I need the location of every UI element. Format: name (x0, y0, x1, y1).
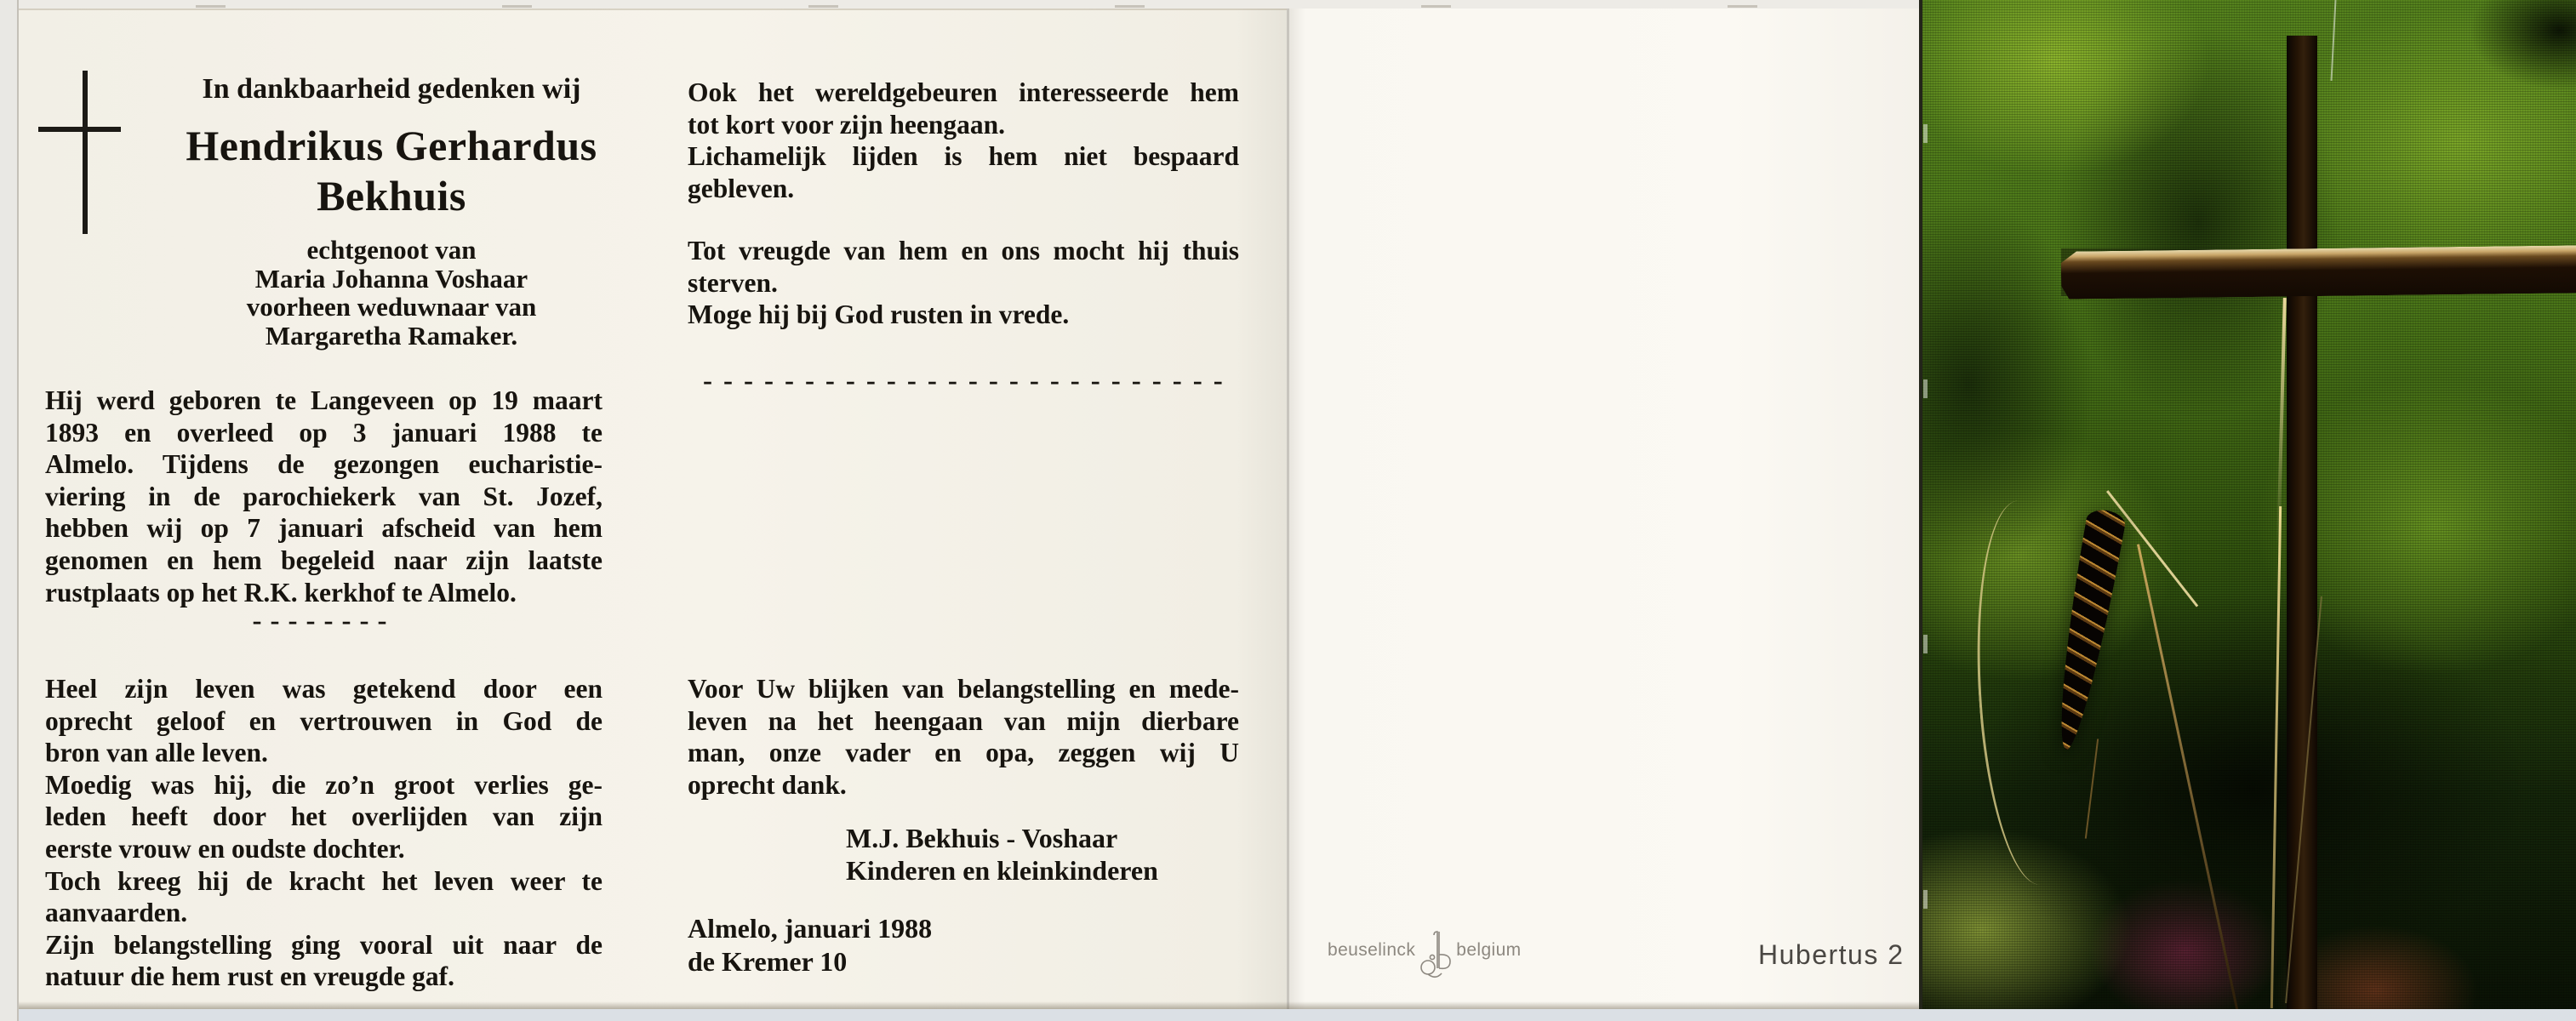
series-label: Hubertus 2 (1758, 939, 1905, 970)
printer-logo (1328, 929, 1522, 982)
signature-block (846, 822, 1158, 887)
dash-separator: -------------------------- (703, 366, 1234, 396)
scanner-bottom-strip (0, 1009, 2576, 1021)
card-bottom-shadow (17, 1001, 1919, 1009)
life-paragraph (45, 385, 603, 608)
text-line: natuur die hem rust en vreugde gaf. (45, 961, 454, 992)
printer-logo-left-wordmark: beuselinck (1328, 940, 1416, 960)
text-line: Voor Uw blijken van belangstelling en mede- (688, 674, 1239, 704)
acknowledgement-paragraph (688, 673, 1239, 801)
text-line: Kinderen en kleinkinderen (846, 855, 1158, 886)
text-line: Almelo. Tijdens de gezongen eucharistie- (45, 449, 603, 480)
text-line: Zijn belangstelling ging vooral uit naar de (45, 929, 603, 960)
text-line: leden heeft door het overlijden van zijn (45, 801, 603, 832)
text-line: hebben wij op 7 januari afscheid van hem (45, 513, 603, 544)
text-line: eerste vrouw en oudste dochter. (45, 833, 405, 864)
text-line: bron van alle leven. (45, 738, 268, 768)
text-line: viering in de parochiekerk van St. Jozef, (45, 481, 603, 511)
text-line: Margaretha Ramaker. (265, 320, 518, 351)
text-line: M.J. Bekhuis - Voshaar (846, 823, 1118, 853)
deceased-name (128, 121, 655, 221)
relations-block (128, 236, 655, 350)
text-line: oprecht geloof en vertrouwen in God de (45, 705, 603, 736)
text-line: Maria Johanna Voshaar (254, 263, 528, 294)
printer-logo-right-wordmark: belgium (1456, 940, 1522, 960)
text-line: Hij werd geboren te Langeveen op 19 maart (45, 385, 603, 415)
text-line: Heel zijn leven was getekend door een (45, 674, 603, 704)
card-top-edge-marks (51, 5, 1838, 8)
text-line: Ook het wereldgebeuren interesseerde hem (688, 77, 1239, 107)
cross-icon (38, 71, 126, 234)
wheat-stem (2270, 506, 2282, 1008)
world-interest-paragraph (688, 77, 1239, 204)
photo-edge-scratches (1923, 0, 1928, 1011)
text-line: tot kort voor zijn heengaan. (688, 109, 1006, 140)
deceased-name-line2: Bekhuis (317, 172, 466, 220)
text-line: de Kremer 10 (688, 945, 848, 977)
text-line: man, onze vader en opa, zeggen wij U (688, 738, 1239, 768)
deceased-name-line1: Hendrikus Gerhardus (186, 122, 597, 169)
cross-vertical-beam (2287, 36, 2317, 1011)
text-line: rustplaats op het R.K. kerkhof te Almelo. (45, 577, 517, 607)
text-line: Moge hij bij God rusten in vrede. (688, 299, 1070, 330)
text-line: voorheen weduwnaar van (246, 292, 537, 322)
text-line: genomen en hem begeleid naar zijn laatste (45, 545, 603, 575)
text-line: aanvaarden. (45, 898, 188, 928)
photo-panel (1919, 0, 2576, 1011)
text-line: Toch kreeg hij de kracht het leven weer te (45, 865, 603, 896)
text-line: sterven. (688, 267, 778, 298)
place-date-block (688, 912, 932, 978)
text-line: Moedig was hij, die zo’n groot verlies ge- (45, 769, 603, 800)
memorial-card-blank-leaf (1287, 5, 1922, 1011)
cross-icon-horizontal (38, 127, 121, 132)
cross-icon-vertical (83, 71, 88, 234)
text-line: leven na het heengaan van mijn dierbare (688, 705, 1239, 736)
character-paragraph (45, 673, 603, 993)
rest-in-peace-paragraph (688, 235, 1239, 331)
wheat-stem (2137, 544, 2238, 1010)
wheat-awn (2085, 739, 2099, 838)
dash-separator: -------- (252, 606, 396, 636)
text-line: oprecht dank. (688, 769, 847, 800)
text-line: Lichamelijk lijden is hem niet bespaard (688, 141, 1239, 172)
printer-monogram-icon (1418, 929, 1454, 982)
text-line: gebleven. (688, 173, 795, 203)
intro-line: In dankbaarheid gedenken wij (202, 73, 581, 105)
text-line: Tot vreugde van hem en ons mocht hij thuis (688, 236, 1239, 265)
cross-horizontal-beam (2061, 245, 2576, 299)
scanner-left-strip (0, 0, 19, 1021)
photo-crease (2331, 0, 2337, 81)
text-line: echtgenoot van (306, 235, 477, 265)
text-line: 1893 en overleed op 3 januari 1988 te (45, 417, 603, 448)
text-line: Almelo, januari 1988 (688, 913, 933, 944)
